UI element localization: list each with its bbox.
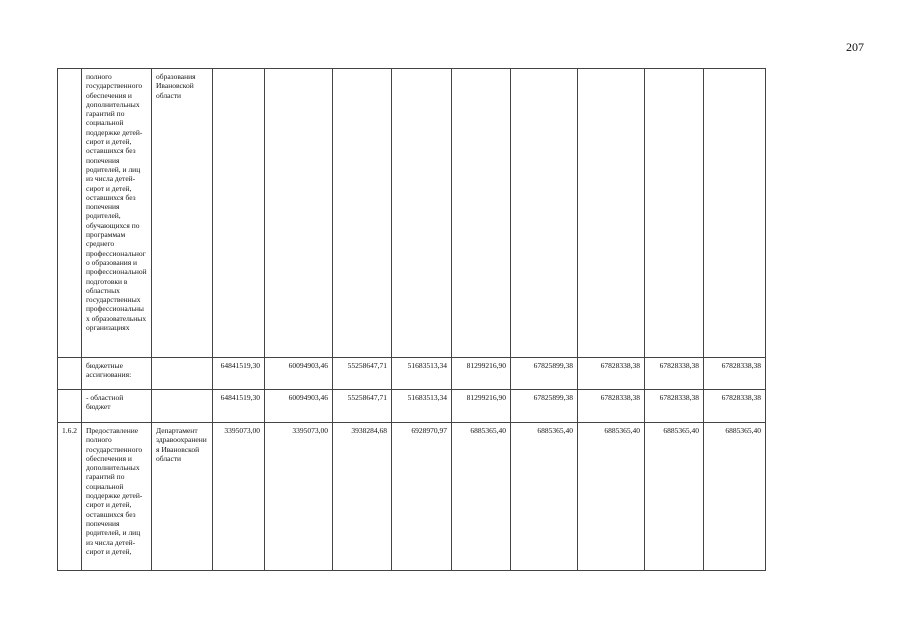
value-cell: 67825899,38 [511, 358, 578, 390]
table-row [58, 390, 766, 423]
row-name-cell: - областной бюджет [82, 390, 152, 423]
value-cell: 67828338,38 [645, 358, 704, 390]
value-cell: 81299216,90 [452, 390, 511, 423]
row-name-cell: полного государственного обеспечения и дополнительных гарантий по социальной поддержке детей-сирот и детей, оставшихся без попечения родителей, и лиц из числа детей-сирот и детей, оставшихся без попечения родителей, обучающихся по программам среднего профессиональног о образования и профессиональной подготовки в областных государственных профессиональны х образовательных организациях [82, 69, 152, 358]
row-number-cell [58, 358, 82, 390]
value-cell: 3938284,68 [333, 423, 392, 571]
row-number-cell [58, 69, 82, 358]
value-cell: 67828338,38 [578, 390, 645, 423]
table-row [58, 69, 766, 358]
value-cell: 51683513,34 [392, 390, 452, 423]
value-cell: 6928970,97 [392, 423, 452, 571]
executor-cell: Департамент здравоохранени я Ивановской области [152, 423, 213, 571]
value-cell: 3395073,00 [265, 423, 333, 571]
value-cell: 6885365,40 [452, 423, 511, 571]
value-cell: 60094903,46 [265, 390, 333, 423]
table-row [58, 358, 766, 390]
executor-cell [152, 358, 213, 390]
value-cell: 6885365,40 [704, 423, 766, 571]
page-number: 207 [846, 40, 864, 54]
value-cell [392, 69, 452, 358]
budget-table [57, 68, 766, 571]
row-name-cell: Предоставление полного государственного обеспечения и дополнительных гарантий по социальной поддержке детей-сирот и детей, оставшихся без попечения родителей, и лиц из числа детей-сирот и детей, [82, 423, 152, 571]
executor-cell [152, 390, 213, 423]
value-cell: 64841519,30 [213, 358, 265, 390]
value-cell: 55258647,71 [333, 358, 392, 390]
value-cell: 6885365,40 [511, 423, 578, 571]
executor-cell: образования Ивановской области [152, 69, 213, 358]
value-cell [704, 69, 766, 358]
value-cell [333, 69, 392, 358]
value-cell [452, 69, 511, 358]
value-cell: 64841519,30 [213, 390, 265, 423]
value-cell: 81299216,90 [452, 358, 511, 390]
value-cell: 3395073,00 [213, 423, 265, 571]
value-cell: 6885365,40 [578, 423, 645, 571]
value-cell: 67828338,38 [704, 358, 766, 390]
value-cell: 6885365,40 [645, 423, 704, 571]
row-name-cell: бюджетные ассигнования: [82, 358, 152, 390]
value-cell [511, 69, 578, 358]
table-row [58, 423, 766, 571]
value-cell [265, 69, 333, 358]
value-cell [213, 69, 265, 358]
value-cell: 67828338,38 [704, 390, 766, 423]
value-cell: 51683513,34 [392, 358, 452, 390]
value-cell: 60094903,46 [265, 358, 333, 390]
value-cell [645, 69, 704, 358]
value-cell: 67828338,38 [578, 358, 645, 390]
value-cell [578, 69, 645, 358]
value-cell: 67825899,38 [511, 390, 578, 423]
value-cell: 67828338,38 [645, 390, 704, 423]
row-number-cell: 1.6.2 [58, 423, 82, 571]
row-number-cell [58, 390, 82, 423]
value-cell: 55258647,71 [333, 390, 392, 423]
